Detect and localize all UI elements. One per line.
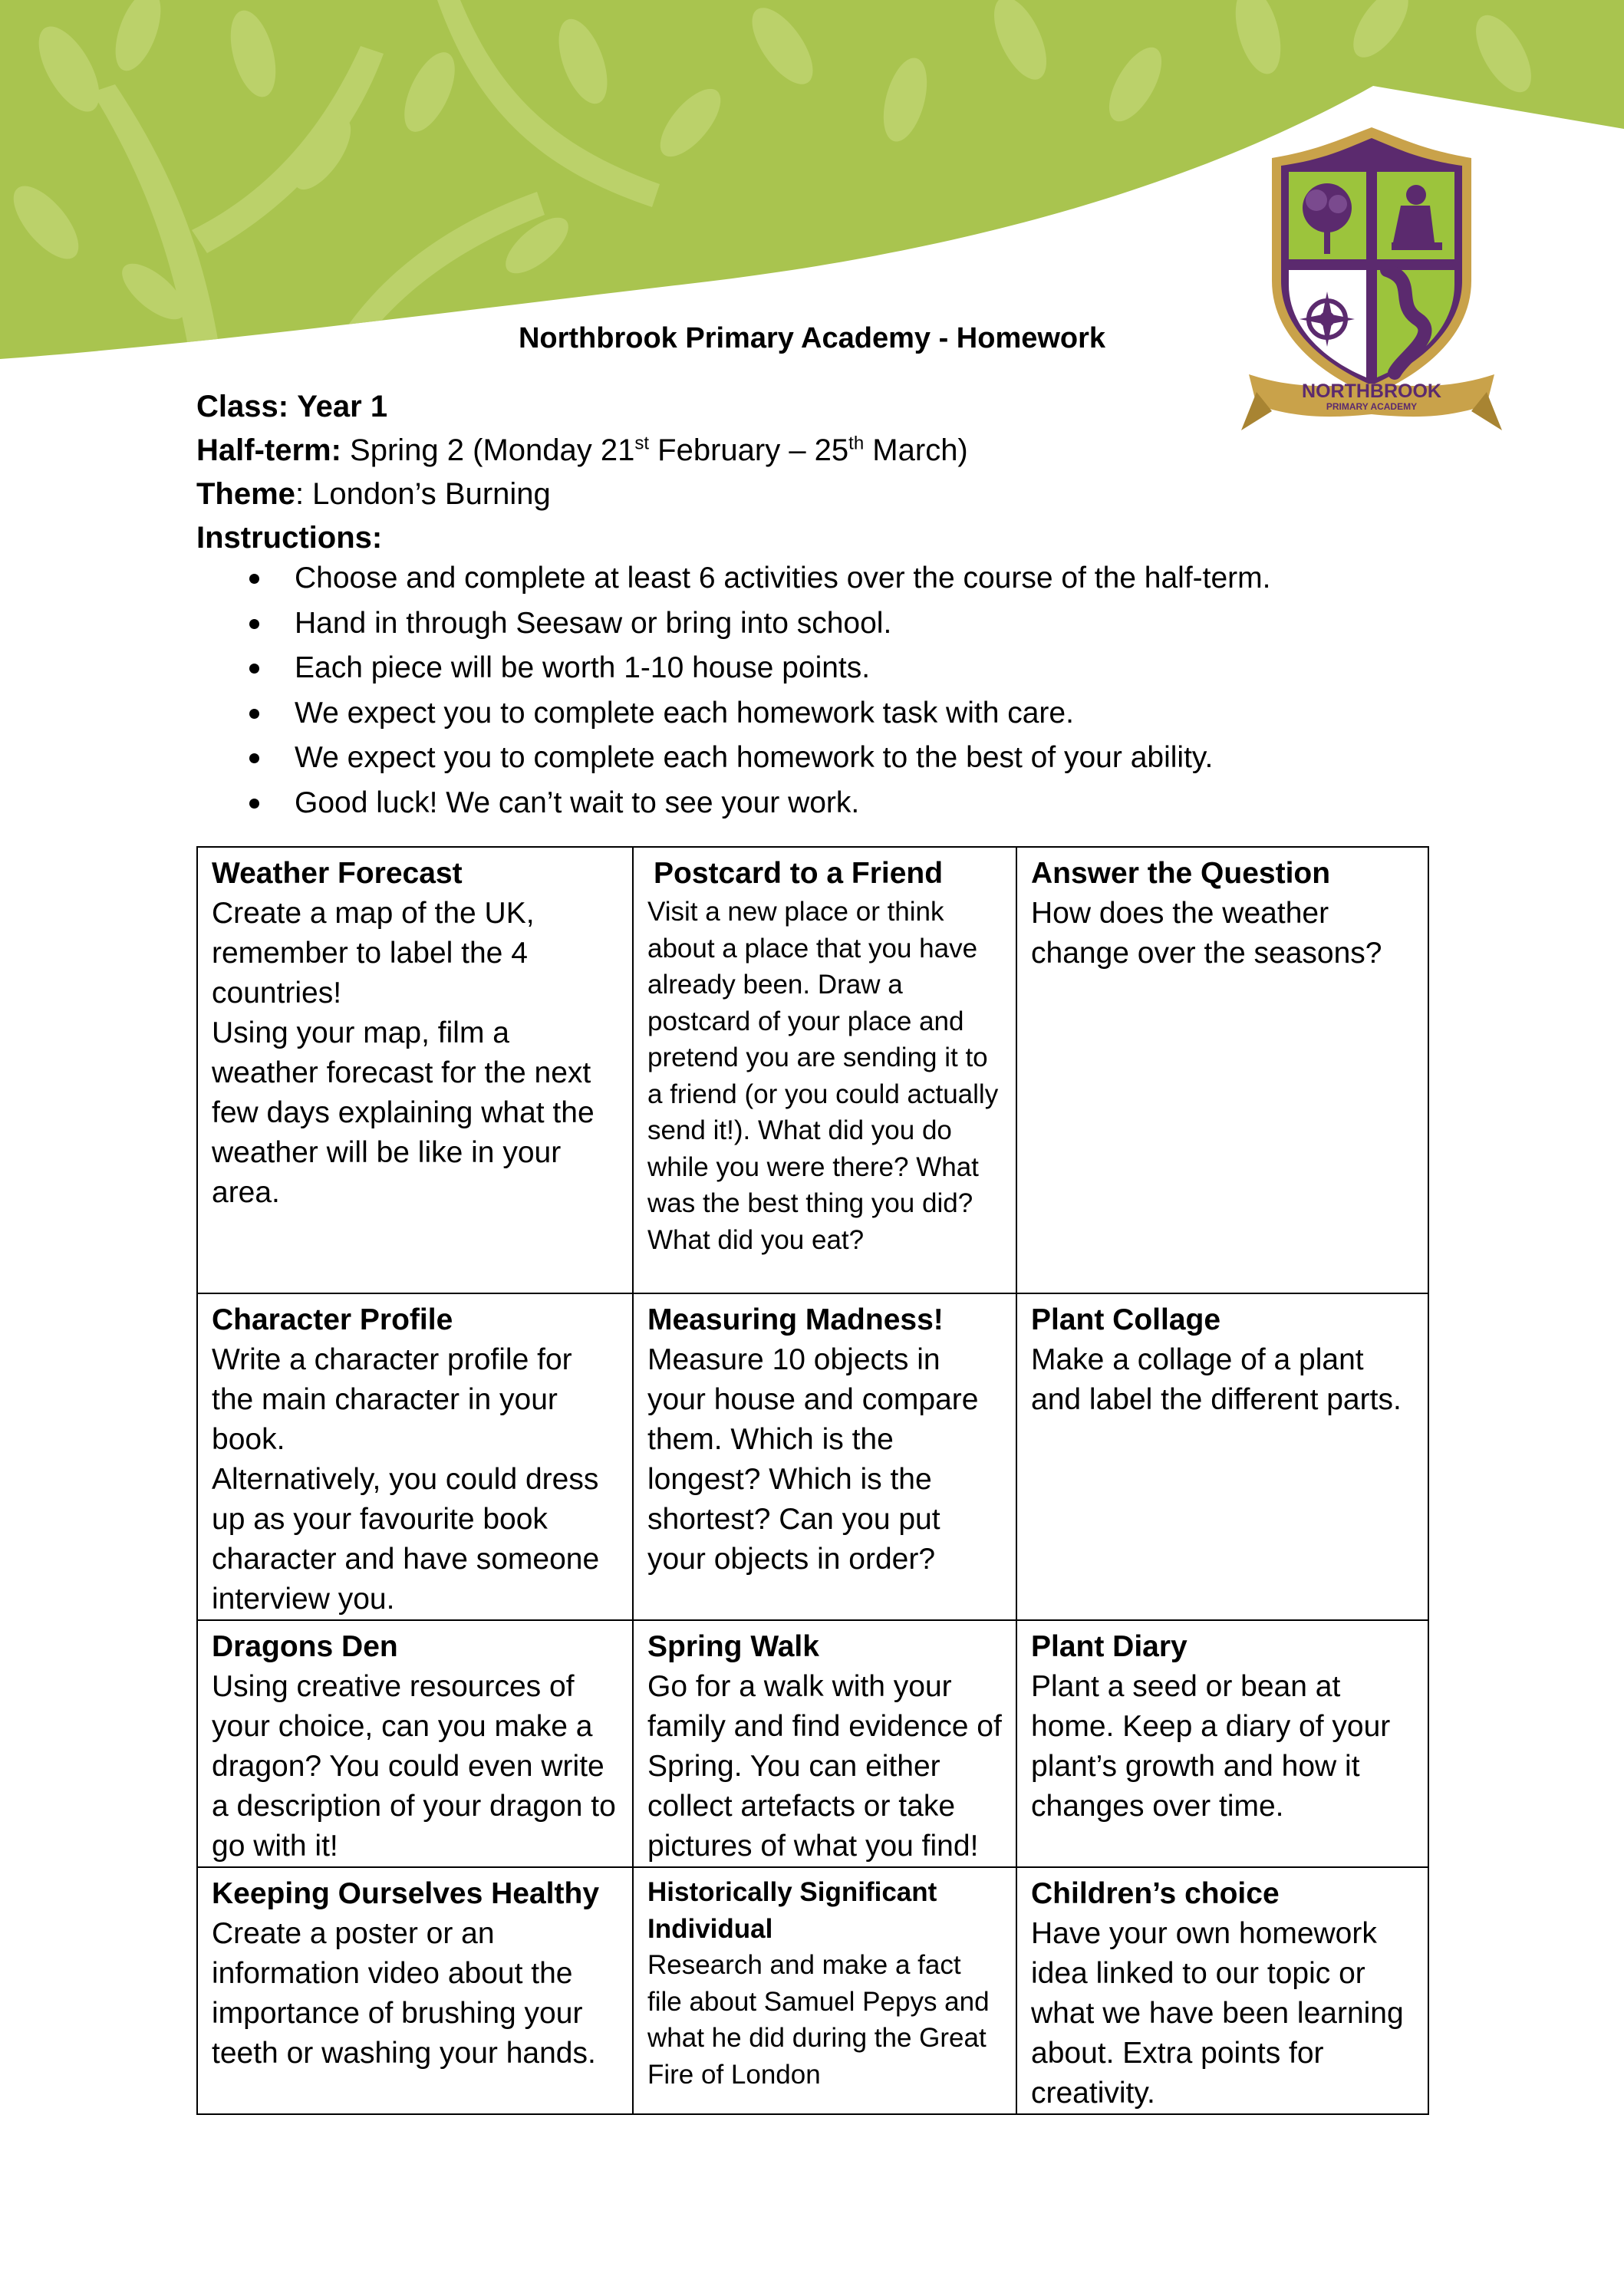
activity-cell <box>633 1293 1016 1620</box>
activity-title: Plant Collage <box>1031 1303 1221 1336</box>
activity-title: Plant Diary <box>1031 1630 1188 1663</box>
activity-cell <box>1016 1867 1428 2114</box>
activity-body: How does the weather change over the seasons? <box>1031 897 1382 970</box>
instruction-item: We expect you to complete each homework task with care. <box>196 691 1271 736</box>
theme-value: : London’s Burning <box>295 477 551 511</box>
activity-body: Write a character profile for the main character in your book. Alternatively, you could dress up as your favourite book character and have someone interview you. <box>212 1343 600 1616</box>
homework-info <box>196 385 968 560</box>
activity-body: Visit a new place or think about a place that you have already been. Draw a postcard of your place and pretend you are sending it to a friend (or you could actually send it!). What did you do while you were there? What was the best thing you did? What did you eat? <box>647 897 999 1255</box>
activity-title: Measuring Madness! <box>647 1303 944 1336</box>
instruction-item: We expect you to complete each homework to the best of your ability. <box>196 736 1271 781</box>
class-label: Class: <box>196 390 289 423</box>
activity-body: Create a poster or an information video about the importance of brushing your teeth or washing your hands. <box>212 1917 596 2070</box>
activities-grid <box>196 846 1429 2115</box>
school-crest-icon <box>1241 127 1502 442</box>
activity-body: Create a map of the UK, remember to label the 4 countries! Using your map, film a weather forecast for the next few days explaining what the weather will be like in your area. <box>212 897 595 1209</box>
instructions-heading: Instructions: <box>196 521 383 555</box>
activity-title: Postcard to a Friend <box>654 857 944 890</box>
activity-body: Have your own homework idea linked to our topic or what we have been learning about. Extra points for creativity. <box>1031 1917 1404 2110</box>
instruction-item: Hand in through Seesaw or bring into school. <box>196 601 1271 647</box>
instructions-list <box>196 556 1271 825</box>
halfterm-label: Half-term: <box>196 433 341 467</box>
activity-title: Dragons Den <box>212 1630 398 1663</box>
theme-label: Theme <box>196 477 295 511</box>
activity-cell <box>197 1293 633 1620</box>
activity-title: Answer the Question <box>1031 857 1331 890</box>
activity-cell <box>197 847 633 1293</box>
activity-title: Historically Significant Individual <box>647 1877 937 1944</box>
activity-cell <box>633 847 1016 1293</box>
activity-title: Weather Forecast <box>212 857 463 890</box>
crest-subtitle-text: PRIMARY ACADEMY <box>1326 401 1418 412</box>
activity-body: Make a collage of a plant and label the different parts. <box>1031 1343 1402 1416</box>
halfterm-sup-th: th <box>848 433 865 454</box>
instruction-item: Each piece will be worth 1-10 house points. <box>196 646 1271 691</box>
halfterm-date-end: March) <box>864 433 968 467</box>
instruction-item: Good luck! We can’t wait to see your work. <box>196 781 1271 826</box>
theme-line <box>196 473 968 516</box>
activity-body: Measure 10 objects in your house and compare them. Which is the longest? Which is the shortest? Can you put your objects in order? <box>647 1343 979 1576</box>
activity-cell <box>1016 847 1428 1293</box>
activity-title: Spring Walk <box>647 1630 819 1663</box>
instructions-heading-line <box>196 516 968 560</box>
activity-body: Go for a walk with your family and find evidence of Spring. You can either collect artefacts or take pictures of what you find! <box>647 1670 1002 1863</box>
activity-cell <box>1016 1293 1428 1620</box>
crest-name-text: NORTHBROOK <box>1302 380 1441 402</box>
activity-title: Character Profile <box>212 1303 453 1336</box>
activity-cell <box>1016 1620 1428 1867</box>
activity-row <box>197 1620 1428 1867</box>
activity-cell <box>633 1867 1016 2114</box>
activity-cell <box>633 1620 1016 1867</box>
class-value: Year 1 <box>297 390 388 423</box>
halfterm-date-start: Spring 2 (Monday 21 <box>350 433 635 467</box>
halfterm-sup-st: st <box>634 433 650 454</box>
activity-body: Plant a seed or bean at home. Keep a diary of your plant’s growth and how it changes over time. <box>1031 1670 1391 1823</box>
activity-title: Keeping Ourselves Healthy <box>212 1877 600 1910</box>
activity-body: Research and make a fact file about Samuel Pepys and what he did during the Great Fire of London <box>647 1950 990 2090</box>
document-title: Northbrook Primary Academy - Homework <box>518 322 1106 354</box>
halfterm-line <box>196 429 968 473</box>
class-line <box>196 385 968 429</box>
instruction-item: Choose and complete at least 6 activities over the course of the half-term. <box>196 556 1271 601</box>
activity-body: Using creative resources of your choice, can you make a dragon? You could even write a description of your dragon to go with it! <box>212 1670 616 1863</box>
activity-title: Children’s choice <box>1031 1877 1280 1910</box>
activity-row <box>197 1293 1428 1620</box>
activity-row <box>197 847 1428 1293</box>
halfterm-date-mid: February – 25 <box>649 433 849 467</box>
activity-cell <box>197 1867 633 2114</box>
activity-row <box>197 1867 1428 2114</box>
activity-cell <box>197 1620 633 1867</box>
